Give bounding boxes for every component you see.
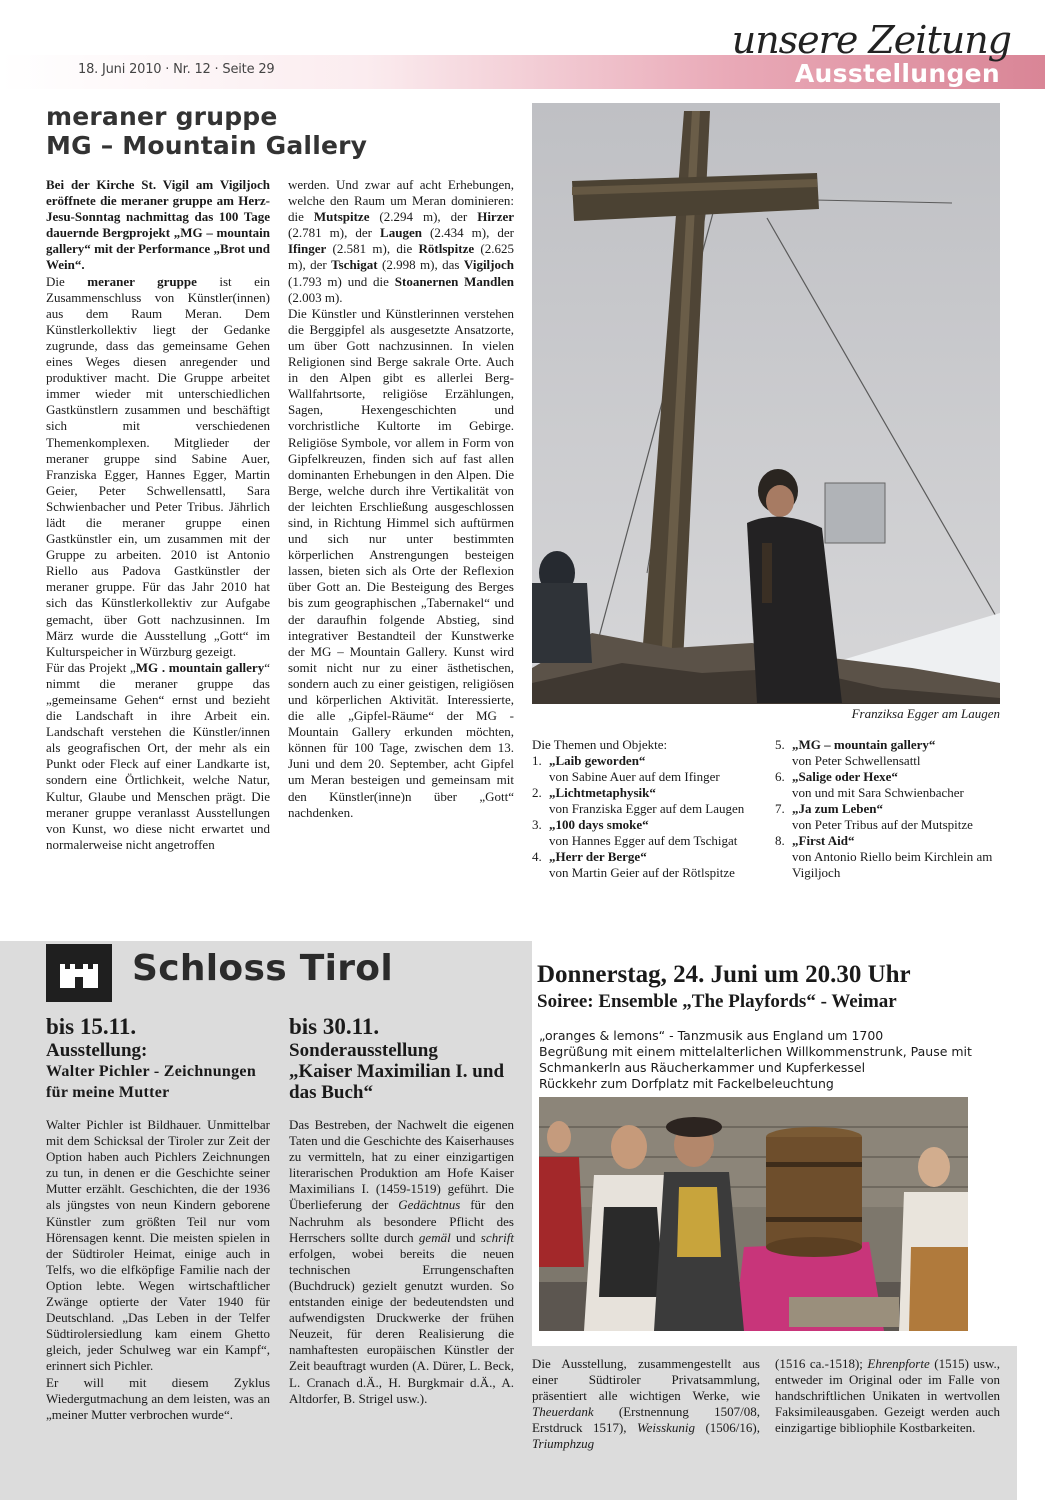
theme-desc: von Martin Geier auf der Rötlspitze bbox=[549, 865, 735, 880]
event-line: „oranges & lemons“ - Tanzmusik aus England um 1700 bbox=[539, 1028, 884, 1043]
theme-title: „First Aid“ bbox=[792, 833, 855, 848]
theme-title: „MG – mountain gallery“ bbox=[792, 737, 936, 752]
list-item bbox=[532, 849, 762, 881]
themes-list-right bbox=[775, 737, 1000, 881]
theme-desc: von Sabine Auer auf dem Ifinger bbox=[549, 769, 720, 784]
theme-number: 6. bbox=[775, 769, 785, 784]
exhibition-title: „Kaiser Maximilian I. und das Buch“ bbox=[289, 1061, 505, 1103]
theme-desc: von Hannes Egger auf dem Tschigat bbox=[549, 833, 738, 848]
article-title-line1: meraner gruppe bbox=[46, 102, 278, 131]
list-item bbox=[775, 833, 1000, 881]
theme-number: 3. bbox=[532, 817, 542, 832]
event-illustration bbox=[539, 1097, 968, 1331]
theme-title: „Lichtmetaphysik“ bbox=[549, 785, 656, 800]
exhibition-kind: Ausstellung: bbox=[46, 1040, 148, 1061]
theme-title: „Laib geworden“ bbox=[549, 753, 646, 768]
exhibition-1-heading bbox=[46, 1014, 270, 1103]
list-item bbox=[532, 817, 762, 849]
theme-number: 5. bbox=[775, 737, 785, 752]
list-item bbox=[775, 801, 1000, 833]
theme-number: 1. bbox=[532, 753, 542, 768]
theme-title: „Ja zum Leben“ bbox=[792, 801, 883, 816]
costumed-people-photo bbox=[539, 1097, 968, 1331]
article-title-line2: MG – Mountain Gallery bbox=[46, 131, 368, 160]
event-line: Rückkehr zum Dorfplatz mit Fackelbeleuchtung bbox=[539, 1076, 834, 1091]
issue-line: 18. Juni 2010 · Nr. 12 · Seite 29 bbox=[78, 62, 275, 77]
exhibition-1-text: Walter Pichler ist Bildhauer. Unmittelbar mit dem Schicksal der Tiroler zur Zeit der Option haben auch Pichlers Zeichnungen zu tun, in denen er die Geschichte seiner Mutter erzählt. Geschichten, die der 1936 als jüngstes von neun Kindern geborene Künstler zum größten Teil nur vom Hörensagen kennt. Die meisten spielen in der Südtiroler Heimat, einige auch in Telfs, wo die elfköpfige Familie nach der Option lebte. Wegen wirtschaftlicher Zwänge optierte der Vater 1940 für Deutschland. „Das Leben in der Telfer Südtirolersiedlung kam einem Ghetto gleich, jeder Schulweg war ein Kampf“, erinnert sich Pichler. Er will mit diesem Zyklus Wiedergutmachung an dem leisten, was an „meiner Mutter verbrochen wurde“. bbox=[46, 1117, 270, 1422]
section-title: Schloss Tirol bbox=[132, 948, 393, 989]
article-column-2: werden. Und zwar auf acht Erhebungen, welche den Raum um Meran dominieren: die Mutspitze (2.294 m), der Hirzer (2.781 m), der Laugen (2.434 m), der Ifinger (2.581 m), die Rötlspitze (2.625 m), der Tschigat (2.998 m), das Vigiljoch (1.793 m) und die Stoanernen Mandlen (2.003 m). Die Künstler und Künstlerinnen verstehen die Berggipfel als ausgesetzte Ansatzorte, um über Gott nachzusinnen. In vielen Religionen sind Berge sakrale Orte. Auch in den Alpen gibt es allerlei Berg-Wallfahrtsorte, religiöse Erzählungen, Sagen, Hexengeschichten und vorchristliche Kultorte im Gebirge. Religiöse Symbole, vor allem in Form von Gipfelkreuzen, finden sich auf fast allen dominanten Erhebungen in den Alpen. Die Berge, welche durch ihre Vertikalität von der leichten Erschließung ausgeschlossen sind, in Richtung Himmel sich auftürmen und sich nur unter bestimmten körperlichen Anstrengungen besteigen lassen, bieten sich als Orte der Reflexion über Gott an. Die Besteigung des Berges bis zum geographischen „Tabernakel“ und der daraufhin folgende Abstieg, sind integrativer Bestandteil der Kunstwerke der MG – Mountain Gallery. Kunst wird somit nicht nur zu einer ästhetischen, sondern auch zu einer geistigen, religiösen und körperlichen Aktivität. Interessierte, die alle „Gipfel-Räume“ der MG - Mountain Gallery erkunden möchten, können für 100 Tage, zwischen dem 13. Juni und dem 20. September, acht Gipfel um Meran besteigen und gemeinsam mit den Künstler(inne)n über „Gott“ nachdenken. bbox=[288, 177, 515, 820]
theme-number: 7. bbox=[775, 801, 785, 816]
theme-title: „100 days smoke“ bbox=[549, 817, 649, 832]
list-item bbox=[775, 769, 1000, 801]
exhibition-date: bis 15.11. bbox=[46, 1014, 137, 1039]
theme-desc: von und mit Sara Schwienbacher bbox=[792, 785, 964, 800]
theme-desc: von Antonio Riello beim Kirchlein am Vigiljoch bbox=[792, 849, 993, 880]
event-description bbox=[539, 1028, 979, 1092]
exhibition-2-text: Das Bestreben, der Nachwelt die eigenen Taten und die Geschichte des Kaiserhauses zu vermitteln, hat zu einer einzigartigen literarischen Produktion am Hofe Kaiser Maximilians I. (1459-1519) geführt. Die Überlieferung der Gedächtnus für den Nachruhm als besondere Pflicht des Herrschers sollte durch gemäl und schrift erfolgen, wobei bereits die neuen technischen Errungenschaften (Buchdruck) gezielt genutzt wurden. So entstanden einige der bedeutendsten und aufwendigsten Druckwerke der frühen Neuzeit, für deren Realisierung die namhaftesten europäischen Künstler der Zeit beauftragt wurden (A. Dürer, L. Beck, L. Cranach d.Ä., H. Burgkmair d.Ä., A. Altdorfer, B. Strigel usw.). bbox=[289, 1117, 514, 1406]
exhibition-date: bis 30.11. bbox=[289, 1014, 380, 1039]
themes-list-left bbox=[532, 737, 762, 881]
castle-icon bbox=[46, 944, 112, 1002]
photo-caption: Franziksa Egger am Laugen bbox=[851, 706, 1000, 721]
event-title: Donnerstag, 24. Juni um 20.30 Uhr bbox=[537, 961, 911, 988]
article-column-1: Bei der Kirche St. Vigil am Vigiljoch eröffnete die meraner gruppe am Herz-Jesu-Sonntag nachmittag das 100 Tage dauernde Bergprojekt „MG – mountain gallery“ mit der Performance „Brot und Wein“. Die meraner gruppe ist ein Zusammenschluss von Künstler(innen) aus dem Raum Meran. Dem Künstlerkollektiv liegt der Gedanke zugrunde, dass das gemeinsame Gehen eines Weges diesen anregender und produktiver macht. Die Gruppe arbeitet immer wieder mit unterschiedlichen Gastkünstlern zusammen und beschäftigt sich mit verschiedenen Themenkomplexen. Mitglieder der meraner gruppe sind Sabine Auer, Franziska Egger, Hannes Egger, Martin Geier, Peter Schwellensattl, Sara Schwienbacher und Peter Tribus. Jährlich lädt die meraner gruppe einen Gastkünstler ein, um zusammen mit der Gruppe zu arbeiten. 2010 ist Antonio Riello aus Padova Gastkünstler der meraner gruppe. Für das Jahr 2010 hat sich das Künstlerkollektiv zur Aufgabe gemacht, über Gott nachzusinnen. Im März wurde die Ausstellung „Gott“ im Kulturspeicher in Würzburg gezeigt. Für das Projekt „MG . mountain gallery“ nimmt die meraner gruppe das „gemeinsame Gehen“ ernst und bezieht die Landschaft in ihre Arbeit ein. Landschaft verstehen die Künstler/innen als geografischen Ort, der mehr als ein Punkt oder Fleck auf einer Landkarte ist, sondern eine Örtlichkeit, welche Natur, Kultur, Glaube und Menschen prägt. Die meraner gruppe veranlasst Ausstellungen von Kunst, wo diese nicht erwartet und normalerweise nicht angetroffen bbox=[46, 177, 270, 852]
list-item bbox=[532, 785, 762, 817]
exhibition-title: Walter Pichler - Zeichnungen für meine Mutter bbox=[46, 1063, 257, 1101]
summit-cross-illustration bbox=[532, 103, 1000, 704]
exhibition-kind: Sonderausstellung bbox=[289, 1040, 438, 1061]
newspaper-logo: unsere Zeitung bbox=[731, 18, 1011, 62]
article-title bbox=[46, 102, 367, 160]
exhibition-2-text-continued-1: Die Ausstellung, zusammengestellt aus einer Südtiroler Privatsammlung, präsentiert alle wichtigen Werke, wie Theuerdank (Erstnennung 1507/08, Erstdruck 1517), Weisskunig (1506/16), Triumphzug bbox=[532, 1356, 760, 1452]
list-item bbox=[775, 737, 1000, 769]
exhibition-2-heading bbox=[289, 1014, 514, 1103]
theme-title: „Salige oder Hexe“ bbox=[792, 769, 898, 784]
event-line: Begrüßung mit einem mittelalterlichen Willkommenstrunk, Pause mit Schmankerln aus Räucherkammer und Kupferkessel bbox=[539, 1044, 972, 1075]
theme-number: 8. bbox=[775, 833, 785, 848]
themes-intro: Die Themen und Objekte: bbox=[532, 737, 668, 752]
theme-title: „Herr der Berge“ bbox=[549, 849, 647, 864]
exhibition-2-text-continued-2: (1516 ca.-1518); Ehrenpforte (1515) usw., entweder im Original oder im Falle von handschriftlichen Unikaten in wertvollen Faksimileausgaben. Gezeigt werden auch einzigartige bibliophile Kostbarkeiten. bbox=[775, 1356, 1000, 1436]
section-label: Ausstellungen bbox=[794, 59, 1000, 88]
theme-desc: von Peter Schwellensattl bbox=[792, 753, 921, 768]
event-subtitle: Soiree: Ensemble „The Playfords“ - Weimar bbox=[537, 991, 897, 1012]
theme-number: 2. bbox=[532, 785, 542, 800]
summit-cross-photo bbox=[532, 103, 1000, 704]
theme-desc: von Franziska Egger auf dem Laugen bbox=[549, 801, 745, 816]
theme-desc: von Peter Tribus auf der Mutspitze bbox=[792, 817, 973, 832]
theme-number: 4. bbox=[532, 849, 542, 864]
list-item bbox=[532, 753, 762, 785]
